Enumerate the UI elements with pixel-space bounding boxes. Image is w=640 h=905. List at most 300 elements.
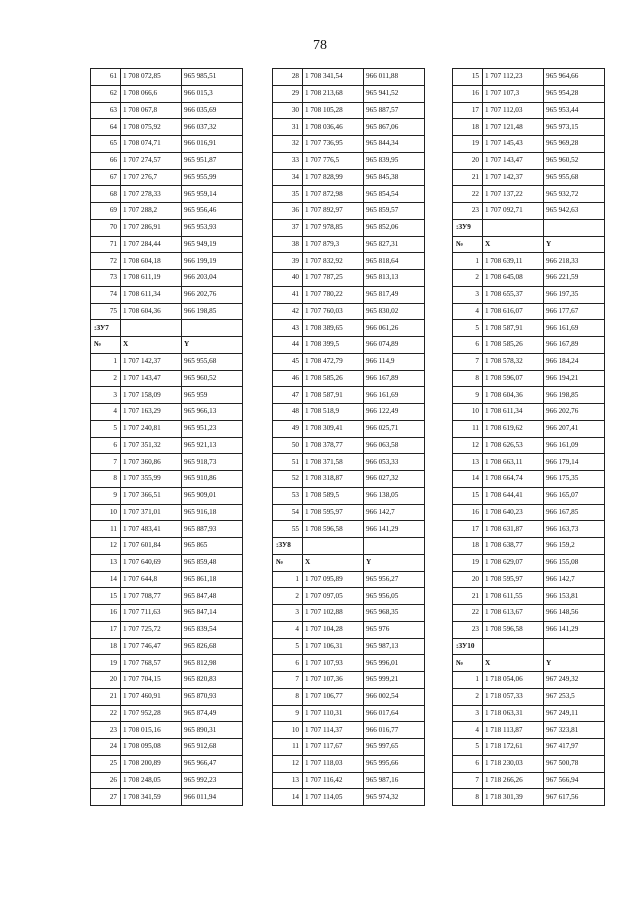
header-row [453,655,605,672]
point-number: 2 [91,370,121,387]
point-number: 5 [453,320,483,337]
point-number: 22 [453,605,483,622]
point-number: 72 [91,253,121,270]
point-number: 15 [91,588,121,605]
coord-x: 1 708 015,16 [121,722,182,739]
coord-y: 965 847,48 [182,588,243,605]
coord-x: 1 708 341,54 [303,69,364,86]
point-number: 2 [273,588,303,605]
table-row [273,69,425,86]
empty-cell [303,538,364,555]
table-row [91,236,243,253]
coord-y: 965 959,14 [182,186,243,203]
point-number: 9 [273,705,303,722]
point-number: 6 [91,437,121,454]
table-row [453,789,605,806]
point-number: 7 [273,672,303,689]
table-row [91,487,243,504]
table-row [91,504,243,521]
section-label-row [453,219,605,236]
coord-y: 967 417,97 [544,739,605,756]
coord-y: 966 061,26 [364,320,425,337]
table-row [91,219,243,236]
table-row [91,739,243,756]
coord-x: 1 707 106,31 [303,638,364,655]
coord-x: 1 707 483,41 [121,521,182,538]
section-label: :ЗУ7 [91,320,121,337]
coord-y: 966 167,89 [544,337,605,354]
table-row [273,739,425,756]
coord-x: 1 707 351,32 [121,437,182,454]
point-number: 35 [273,186,303,203]
table-row [273,303,425,320]
coord-x: 1 707 776,5 [303,152,364,169]
coord-y: 965 976 [364,621,425,638]
table-row [91,471,243,488]
table-row [91,303,243,320]
table-row [273,119,425,136]
coord-x: 1 707 284,44 [121,236,182,253]
coord-y: 966 221,59 [544,270,605,287]
point-number: 22 [453,186,483,203]
table-row [273,672,425,689]
table-row [453,203,605,220]
point-number: 10 [273,722,303,739]
table-row [273,387,425,404]
coord-x: 1 707 708,77 [121,588,182,605]
coord-y: 966 148,56 [544,605,605,622]
coord-x: 1 708 613,67 [483,605,544,622]
table-row [273,454,425,471]
coord-x: 1 707 725,72 [121,621,182,638]
empty-cell [121,320,182,337]
table-row [453,554,605,571]
coord-x: 1 708 578,32 [483,353,544,370]
point-number: 43 [273,320,303,337]
coord-x: 1 707 286,91 [121,219,182,236]
coord-y: 965 959 [182,387,243,404]
coord-x: 1 707 832,92 [303,253,364,270]
coord-x: 1 707 704,15 [121,672,182,689]
point-number: 10 [453,404,483,421]
point-number: 6 [273,655,303,672]
point-number: 69 [91,203,121,220]
coord-x: 1 708 587,91 [483,320,544,337]
point-number: 14 [453,471,483,488]
table-row [91,705,243,722]
coord-y: 967 249,11 [544,705,605,722]
point-number: 25 [91,755,121,772]
coord-y: 966 198,85 [182,303,243,320]
coord-y: 965 964,66 [544,69,605,86]
table-row [91,152,243,169]
point-number: 13 [273,772,303,789]
coord-x: 1 708 611,55 [483,588,544,605]
coord-x: 1 718 063,31 [483,705,544,722]
empty-cell [544,219,605,236]
coord-y: 966 142,7 [364,504,425,521]
coord-y: 965 861,18 [182,571,243,588]
coord-y: 965 865 [182,538,243,555]
coord-x: 1 707 366,51 [121,487,182,504]
point-number: 1 [91,353,121,370]
table-row [453,571,605,588]
table-row [453,387,605,404]
table-row [91,588,243,605]
coord-x: 1 708 248,05 [121,772,182,789]
table-row [453,353,605,370]
table-row [453,320,605,337]
table-row [453,136,605,153]
table-row [453,772,605,789]
coord-y: 965 859,57 [364,203,425,220]
coord-y: 965 890,31 [182,722,243,739]
point-number: 46 [273,370,303,387]
coord-x: 1 707 760,03 [303,303,364,320]
coord-x: 1 707 095,89 [303,571,364,588]
table-row [453,739,605,756]
coord-x: 1 707 117,67 [303,739,364,756]
header-y: Y [182,337,243,354]
point-number: 28 [273,69,303,86]
coord-y: 966 016,91 [182,136,243,153]
table-row [91,270,243,287]
header-row [91,337,243,354]
coord-x: 1 707 640,69 [121,554,182,571]
table-row [453,253,605,270]
point-number: 42 [273,303,303,320]
coord-x: 1 718 301,39 [483,789,544,806]
coord-x: 1 708 389,65 [303,320,364,337]
point-number: 16 [91,605,121,622]
point-number: 23 [91,722,121,739]
table-row [273,772,425,789]
table-row [273,404,425,421]
coord-x: 1 707 114,37 [303,722,364,739]
point-number: 8 [91,471,121,488]
table-row [91,420,243,437]
point-number: 54 [273,504,303,521]
point-number: 3 [273,605,303,622]
coord-y: 966 203,04 [182,270,243,287]
table-row [453,605,605,622]
coord-y: 965 852,06 [364,219,425,236]
coord-y: 965 909,01 [182,487,243,504]
table-row [273,420,425,437]
coord-x: 1 707 736,95 [303,136,364,153]
coord-y: 966 025,71 [364,420,425,437]
table-row [273,236,425,253]
coord-y: 965 830,02 [364,303,425,320]
coord-y: 966 037,32 [182,119,243,136]
coord-x: 1 707 143,47 [121,370,182,387]
point-number: 45 [273,353,303,370]
coord-y: 965 813,13 [364,270,425,287]
point-number: 18 [91,638,121,655]
table-row [91,638,243,655]
coord-x: 1 707 145,43 [483,136,544,153]
table-row [273,102,425,119]
coord-x: 1 707 110,31 [303,705,364,722]
table-row [453,337,605,354]
table-row [453,688,605,705]
table-row [91,672,243,689]
coord-y: 965 974,32 [364,789,425,806]
table-row [273,152,425,169]
table-row [91,286,243,303]
table-row [91,85,243,102]
point-number: 17 [91,621,121,638]
coord-y: 967 500,78 [544,755,605,772]
coord-x: 1 708 589,5 [303,487,364,504]
coord-x: 1 707 360,86 [121,454,182,471]
coord-y: 966 122,49 [364,404,425,421]
coord-y: 966 015,3 [182,85,243,102]
coord-y: 965 996,01 [364,655,425,672]
coord-x: 1 707 892,97 [303,203,364,220]
coord-x: 1 708 629,07 [483,554,544,571]
coord-x: 1 707 278,33 [121,186,182,203]
coord-y: 965 951,87 [182,152,243,169]
coord-y: 965 827,31 [364,236,425,253]
coord-y: 965 966,13 [182,404,243,421]
coord-y: 965 932,72 [544,186,605,203]
header-x: X [303,554,364,571]
coord-x: 1 708 640,23 [483,504,544,521]
point-number: 8 [453,789,483,806]
table-row [91,437,243,454]
table-row [91,621,243,638]
coord-x: 1 708 200,89 [121,755,182,772]
table-row [273,286,425,303]
coord-y: 965 960,52 [544,152,605,169]
coord-y: 965 941,52 [364,85,425,102]
coord-y: 965 874,49 [182,705,243,722]
coord-y: 967 617,56 [544,789,605,806]
point-number: 47 [273,387,303,404]
table-row [453,102,605,119]
table-row [273,337,425,354]
point-number: 26 [91,772,121,789]
table-row [453,755,605,772]
coord-y: 965 910,86 [182,471,243,488]
coord-x: 1 707 787,25 [303,270,364,287]
empty-cell [182,320,243,337]
point-number: 3 [91,387,121,404]
point-number: 11 [453,420,483,437]
point-number: 34 [273,169,303,186]
table-row [273,219,425,236]
point-number: 44 [273,337,303,354]
table-row [273,270,425,287]
table-row [91,387,243,404]
coord-y: 967 566,94 [544,772,605,789]
coord-x: 1 707 872,98 [303,186,364,203]
table-row [91,722,243,739]
point-number: 32 [273,136,303,153]
table-row [91,102,243,119]
coord-y: 966 142,7 [544,571,605,588]
table-row [91,789,243,806]
coord-y: 966 011,88 [364,69,425,86]
coord-x: 1 708 604,18 [121,253,182,270]
table-row [273,85,425,102]
coord-x: 1 707 828,99 [303,169,364,186]
coord-y: 965 949,19 [182,236,243,253]
coord-x: 1 718 054,06 [483,672,544,689]
table-row [91,169,243,186]
coord-x: 1 708 626,53 [483,437,544,454]
point-number: 11 [273,739,303,756]
table-row [273,253,425,270]
point-number: 40 [273,270,303,287]
coord-y: 966 175,35 [544,471,605,488]
coord-y: 966 155,08 [544,554,605,571]
point-number: 13 [453,454,483,471]
coord-y: 965 916,18 [182,504,243,521]
point-number: 5 [273,638,303,655]
point-number: 74 [91,286,121,303]
point-number: 7 [453,353,483,370]
table-row [91,119,243,136]
point-number: 22 [91,705,121,722]
coord-y: 965 887,57 [364,102,425,119]
table-row [273,571,425,588]
coord-x: 1 707 106,77 [303,688,364,705]
point-number: 65 [91,136,121,153]
coord-y: 966 202,76 [182,286,243,303]
coord-y: 966 053,33 [364,454,425,471]
page-number: 78 [313,38,327,53]
coord-y: 965 956,05 [364,588,425,605]
coord-y: 966 161,69 [544,320,605,337]
coord-y: 965 912,68 [182,739,243,756]
coord-y: 965 955,99 [182,169,243,186]
point-number: 16 [453,504,483,521]
coord-y: 966 141,29 [364,521,425,538]
table-row [273,203,425,220]
coord-y: 965 966,47 [182,755,243,772]
coord-y: 965 826,68 [182,638,243,655]
coord-x: 1 707 746,47 [121,638,182,655]
header-row [453,236,605,253]
point-number: 36 [273,203,303,220]
coord-x: 1 707 097,05 [303,588,364,605]
point-number: 20 [453,152,483,169]
point-number: 39 [273,253,303,270]
coord-x: 1 718 230,03 [483,755,544,772]
coord-x: 1 707 107,3 [483,85,544,102]
point-number: 14 [91,571,121,588]
point-number: 21 [453,588,483,605]
coord-y: 965 818,64 [364,253,425,270]
table-row [91,605,243,622]
coord-y: 966 167,85 [544,504,605,521]
table-row [453,420,605,437]
coord-y: 965 942,63 [544,203,605,220]
coord-y: 965 839,95 [364,152,425,169]
table-row [273,688,425,705]
table-row [453,621,605,638]
coord-y: 965 956,27 [364,571,425,588]
point-number: 53 [273,487,303,504]
point-number: 62 [91,85,121,102]
coord-x: 1 708 213,68 [303,85,364,102]
point-number: 67 [91,169,121,186]
point-number: 37 [273,219,303,236]
point-number: 29 [273,85,303,102]
section-label-row [273,538,425,555]
point-number: 4 [453,303,483,320]
coord-x: 1 707 112,03 [483,102,544,119]
table-row [273,353,425,370]
point-number: 73 [91,270,121,287]
coord-x: 1 718 172,61 [483,739,544,756]
point-number: 6 [453,337,483,354]
table-row [273,605,425,622]
section-label-row [91,320,243,337]
coord-x: 1 707 879,3 [303,236,364,253]
table-row [453,69,605,86]
coord-y: 966 184,24 [544,353,605,370]
section-label-row [453,638,605,655]
point-number: 14 [273,789,303,806]
table-row [91,370,243,387]
section-label: :ЗУ8 [273,538,303,555]
coord-x: 1 718 266,26 [483,772,544,789]
point-number: 20 [91,672,121,689]
point-number: 15 [453,487,483,504]
header-number: № [273,554,303,571]
table-row [273,487,425,504]
table-row [453,152,605,169]
coord-x: 1 708 587,91 [303,387,364,404]
point-number: 2 [453,270,483,287]
coord-y: 966 016,77 [364,722,425,739]
coord-y: 965 918,73 [182,454,243,471]
point-number: 21 [453,169,483,186]
coord-x: 1 708 616,07 [483,303,544,320]
coord-y: 966 202,76 [544,404,605,421]
coord-y: 965 817,49 [364,286,425,303]
point-number: 30 [273,102,303,119]
coord-x: 1 708 595,97 [483,571,544,588]
point-number: 23 [453,203,483,220]
coord-x: 1 707 276,7 [121,169,182,186]
point-number: 52 [273,471,303,488]
table-row [273,705,425,722]
coord-y: 965 955,68 [182,353,243,370]
coord-y: 966 179,14 [544,454,605,471]
point-number: 21 [91,688,121,705]
coord-x: 1 707 142,37 [483,169,544,186]
coord-x: 1 708 596,58 [303,521,364,538]
coord-y: 965 845,38 [364,169,425,186]
coord-x: 1 708 518,9 [303,404,364,421]
table-row [453,504,605,521]
table-row [453,471,605,488]
coord-x: 1 708 095,08 [121,739,182,756]
coord-y: 966 167,89 [364,370,425,387]
coord-x: 1 708 611,19 [121,270,182,287]
coord-x: 1 707 711,63 [121,605,182,622]
coord-x: 1 708 604,36 [121,303,182,320]
table-row [453,672,605,689]
point-number: 9 [453,387,483,404]
point-number: 17 [453,521,483,538]
table-row [91,571,243,588]
coord-x: 1 707 107,93 [303,655,364,672]
